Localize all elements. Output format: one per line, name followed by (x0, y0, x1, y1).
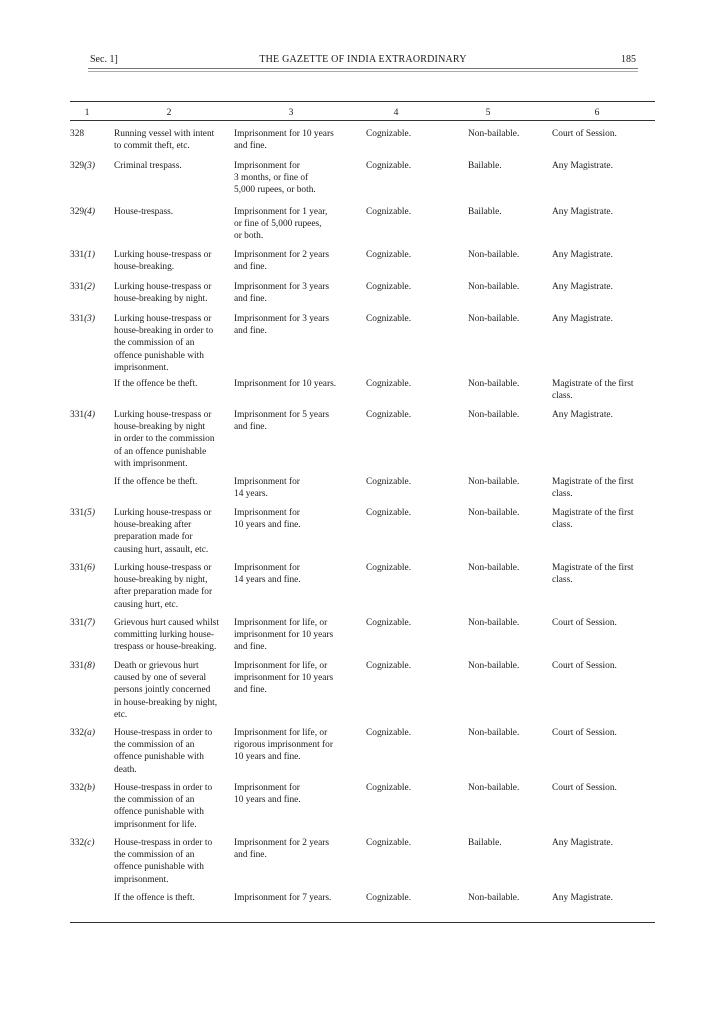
section-number: 331 (70, 508, 85, 518)
punishment-cell: Imprisonment for 5 years and fine. (234, 410, 330, 433)
cognizable-cell: Cognizable. (366, 893, 412, 903)
cognizable-cell: Cognizable. (366, 563, 412, 573)
offence-cell: Lurking house-trespass or house-breaking by night, after preparation made for causing hurt, etc. (114, 563, 213, 610)
punishment-cell: Imprisonment for life, or imprisonment for 10 years and fine. (234, 618, 334, 653)
offence-cell: House-trespass in order to the commission of an offence punishable with imprisonment. (114, 838, 213, 885)
section-number: 331 (70, 661, 85, 671)
section-number-cell (70, 837, 110, 849)
punishment-cell: Imprisonment for 10 years and fine. (234, 783, 301, 806)
bailable-cell: Non-bailable. (468, 508, 520, 518)
offence-cell: Lurking house-trespass or house-breaking in order to the commission of an offence punishable with imprisonment. (114, 314, 214, 373)
offence-cell: Death or grievous hurt caused by one of several persons jointly concerned in house-breaking by night, etc. (114, 661, 218, 720)
gazette-title: THE GAZETTE OF INDIA EXTRAORDINARY (259, 54, 467, 65)
court-cell: Court of Session. (552, 129, 617, 139)
court-cell: Court of Session. (552, 661, 617, 671)
bailable-cell: Non-bailable. (468, 661, 520, 671)
table-row (70, 782, 655, 837)
column-number: 1 (84, 107, 90, 118)
punishment-cell: Imprisonment for 10 years. (234, 379, 337, 389)
bailable-cell: Non-bailable. (468, 783, 520, 793)
section-number: 331 (70, 282, 85, 292)
court-cell: Any Magistrate. (552, 161, 613, 171)
section-number-cell (70, 128, 110, 140)
sub-section: (c) (84, 838, 95, 848)
section-number-cell (70, 727, 110, 739)
column-number: 6 (594, 107, 600, 118)
offence-cell: Criminal trespass. (114, 161, 182, 171)
punishment-cell: Imprisonment for 14 years. (234, 477, 300, 500)
offence-cell: Lurking house-trespass or house-breaking. (114, 250, 212, 273)
bailable-cell: Non-bailable. (468, 893, 520, 903)
table-row (70, 617, 655, 660)
column-number: 3 (288, 107, 294, 118)
cognizable-cell: Cognizable. (366, 661, 412, 671)
section-number-cell (70, 281, 110, 293)
offence-cell: House-trespass in order to the commission of an offence punishable with death. (114, 728, 213, 775)
offence-cell: Lurking house-trespass or house-breaking after preparation made for causing hurt, assault, etc. (114, 508, 212, 555)
section-number: 332 (70, 783, 85, 793)
offence-cell: Lurking house-trespass or house-breaking by night in order to the commission of an offence punishable with imprisonment. (114, 410, 215, 469)
section-number: 331 (70, 314, 85, 324)
column-number: 5 (485, 107, 491, 118)
cognizable-cell: Cognizable. (366, 250, 412, 260)
cognizable-cell: Cognizable. (366, 410, 412, 420)
bailable-cell: Non-bailable. (468, 728, 520, 738)
offence-cell: Lurking house-trespass or house-breaking by night. (114, 282, 212, 305)
punishment-cell: Imprisonment for life, or imprisonment for 10 years and fine. (234, 661, 334, 696)
offence-cell: If the offence is theft. (114, 893, 195, 903)
table-row (70, 160, 655, 206)
offence-cell: House-trespass. (114, 207, 174, 217)
section-number-cell (70, 660, 110, 672)
court-cell: Any Magistrate. (552, 207, 613, 217)
section-number-cell (70, 782, 110, 794)
bailable-cell: Non-bailable. (468, 314, 520, 324)
section-number: 329 (70, 207, 85, 217)
bailable-cell: Non-bailable. (468, 618, 520, 628)
offence-cell: If the offence be theft. (114, 379, 198, 389)
court-cell: Magistrate of the first class. (552, 508, 634, 531)
section-number-cell (70, 313, 110, 325)
section-number: 332 (70, 728, 85, 738)
court-cell: Any Magistrate. (552, 250, 613, 260)
cognizable-cell: Cognizable. (366, 282, 412, 292)
court-cell: Magistrate of the first class. (552, 379, 634, 402)
bailable-cell: Bailable. (468, 838, 502, 848)
page-number: 185 (621, 54, 636, 65)
section-ref: Sec. 1] (90, 54, 118, 65)
court-cell: Any Magistrate. (552, 282, 613, 292)
cognizable-cell: Cognizable. (366, 379, 412, 389)
column-number: 2 (166, 107, 172, 118)
bailable-cell: Bailable. (468, 207, 502, 217)
bailable-cell: Non-bailable. (468, 129, 520, 139)
punishment-cell: Imprisonment for 10 years and fine. (234, 508, 301, 531)
punishment-cell: Imprisonment for 14 years and fine. (234, 563, 301, 586)
header-rule (88, 68, 638, 72)
section-number-cell (70, 617, 110, 629)
sub-section: (a) (84, 728, 95, 738)
sub-section: (5) (84, 508, 95, 518)
bailable-cell: Non-bailable. (468, 379, 520, 389)
sub-section: (4) (84, 207, 95, 217)
cognizable-cell: Cognizable. (366, 838, 412, 848)
header-bottom-rule (70, 120, 655, 121)
sub-section: (3) (84, 161, 95, 171)
section-number: 331 (70, 618, 85, 628)
table-row (70, 892, 655, 914)
cognizable-cell: Cognizable. (366, 207, 412, 217)
table-row (70, 206, 655, 249)
table-row (70, 409, 655, 476)
punishment-cell: Imprisonment for 2 years and fine. (234, 250, 330, 273)
section-number: 332 (70, 838, 85, 848)
cognizable-cell: Cognizable. (366, 618, 412, 628)
column-number: 4 (393, 107, 399, 118)
cognizable-cell: Cognizable. (366, 314, 412, 324)
sub-section: (7) (84, 618, 95, 628)
cognizable-cell: Cognizable. (366, 783, 412, 793)
cognizable-cell: Cognizable. (366, 508, 412, 518)
court-cell: Court of Session. (552, 618, 617, 628)
table-bottom-rule (70, 922, 655, 923)
bailable-cell: Non-bailable. (468, 282, 520, 292)
sub-section: (b) (84, 783, 95, 793)
sub-section: (1) (84, 250, 95, 260)
column-header-row (70, 102, 655, 120)
bailable-cell: Non-bailable. (468, 250, 520, 260)
section-number-cell (70, 562, 110, 574)
offence-cell: If the offence be theft. (114, 477, 198, 487)
bailable-cell: Non-bailable. (468, 563, 520, 573)
section-number: 328 (70, 129, 85, 139)
table-row (70, 128, 655, 160)
court-cell: Court of Session. (552, 728, 617, 738)
sub-section: (2) (84, 282, 95, 292)
table-row (70, 507, 655, 562)
section-number: 329 (70, 161, 85, 171)
court-cell: Any Magistrate. (552, 893, 613, 903)
court-cell: Court of Session. (552, 783, 617, 793)
sub-section: (4) (84, 410, 95, 420)
section-number: 331 (70, 250, 85, 260)
sub-section: (8) (84, 661, 95, 671)
court-cell: Magistrate of the first class. (552, 563, 634, 586)
table-row (70, 378, 655, 409)
punishment-cell: Imprisonment for life, or rigorous imprisonment for 10 years and fine. (234, 728, 333, 763)
bailable-cell: Non-bailable. (468, 410, 520, 420)
offence-cell: Running vessel with intent to commit theft, etc. (114, 129, 215, 152)
offence-cell: House-trespass in order to the commission of an offence punishable with imprisonment for life. (114, 783, 213, 830)
table-row (70, 313, 655, 378)
punishment-cell: Imprisonment for 1 year, or fine of 5,000 rupees, or both. (234, 207, 328, 242)
court-cell: Any Magistrate. (552, 410, 613, 420)
sub-section: (6) (84, 563, 95, 573)
section-number-cell (70, 249, 110, 261)
cognizable-cell: Cognizable. (366, 728, 412, 738)
table-row (70, 660, 655, 727)
court-cell: Any Magistrate. (552, 838, 613, 848)
cognizable-cell: Cognizable. (366, 129, 412, 139)
offence-table (70, 101, 655, 923)
table-row (70, 249, 655, 281)
punishment-cell: Imprisonment for 2 years and fine. (234, 838, 330, 861)
section-number: 331 (70, 563, 85, 573)
cognizable-cell: Cognizable. (366, 161, 412, 171)
punishment-cell: Imprisonment for 10 years and fine. (234, 129, 334, 152)
offence-cell: Grievous hurt caused whilst committing lurking house- trespass or house-breaking. (114, 618, 219, 653)
sub-section: (3) (84, 314, 95, 324)
table-row (70, 562, 655, 617)
punishment-cell: Imprisonment for 3 years and fine. (234, 282, 330, 305)
table-row (70, 476, 655, 507)
court-cell: Any Magistrate. (552, 314, 613, 324)
section-number-cell (70, 160, 110, 172)
punishment-cell: Imprisonment for 3 years and fine. (234, 314, 330, 337)
section-number: 331 (70, 410, 85, 420)
section-number-cell (70, 206, 110, 218)
cognizable-cell: Cognizable. (366, 477, 412, 487)
punishment-cell: Imprisonment for 7 years. (234, 893, 332, 903)
bailable-cell: Non-bailable. (468, 477, 520, 487)
table-row (70, 281, 655, 313)
table-row (70, 837, 655, 892)
punishment-cell: Imprisonment for 3 months, or fine of 5,000 rupees, or both. (234, 161, 316, 196)
bailable-cell: Bailable. (468, 161, 502, 171)
court-cell: Magistrate of the first class. (552, 477, 634, 500)
section-number-cell (70, 409, 110, 421)
table-row (70, 727, 655, 782)
section-number-cell (70, 507, 110, 519)
table-body (70, 128, 655, 914)
